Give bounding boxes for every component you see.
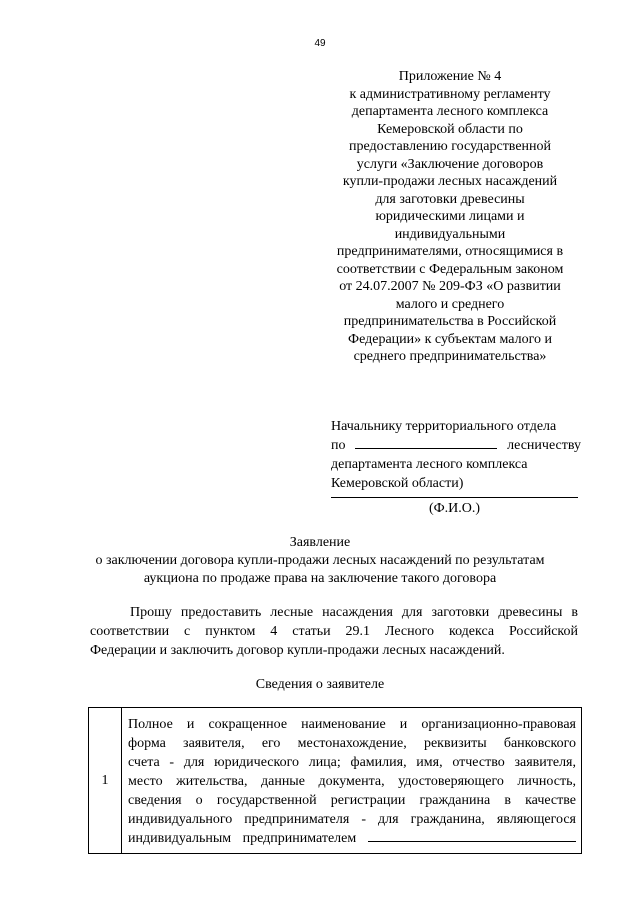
addressee-prefix: по (331, 438, 346, 453)
addressee-line-2 (331, 436, 581, 455)
fio-label: (Ф.И.О.) (428, 501, 481, 516)
addressee-title: Начальнику территориального отдела (331, 419, 557, 434)
request-paragraph (90, 603, 578, 660)
annex-line: департамента лесного комплекса (351, 104, 549, 119)
annex-line: предпринимателями, относящимися в (336, 244, 564, 259)
addressee-suffix: лесничеству (507, 438, 581, 453)
annex-line: предпринимательства в Российской (343, 314, 557, 329)
addressee-line-1 (331, 417, 581, 436)
addressee-line-4: Кемеровской области) (331, 476, 464, 491)
row-number: 1 (89, 708, 122, 854)
annex-line: от 24.07.2007 № 209-ФЗ «О развитии (339, 279, 561, 294)
request-line-2: соответствии с пунктом 4 статьи 29.1 Лесного кодекса Российской (90, 624, 578, 639)
description-last-line (128, 829, 576, 848)
description-line: место жительства, данные документа, удостоверяющего личность, (128, 774, 576, 789)
applicant-info-table (88, 707, 582, 854)
title-line-2: аукциона по продаже права на заключение такого договора (143, 571, 497, 586)
page-number: 49 (314, 38, 326, 49)
description-line: сведения о государственной регистрации гражданина в качестве (128, 793, 576, 808)
forestry-blank-field[interactable] (355, 436, 497, 449)
addressee-block (331, 417, 581, 493)
annex-line: Приложение № 4 (398, 69, 502, 84)
applicant-blank-field[interactable] (368, 829, 576, 842)
request-line-3: Федерации и заключить договор купли-продажи лесных насаждений. (90, 643, 505, 658)
annex-line: для заготовки древесины (375, 191, 525, 207)
annex-line: юридическими лицами и (375, 209, 525, 224)
row-description (122, 708, 582, 854)
description-line: индивидуальным предпринимателем (128, 831, 357, 846)
title-line-1: о заключении договора купли-продажи лесных насаждений по результатам (95, 553, 545, 568)
document-title (0, 534, 640, 588)
annex-line: малого и среднего (395, 296, 505, 312)
annex-line: предоставлению государственной (348, 139, 552, 154)
addressee-line-3: департамента лесного комплекса (331, 457, 528, 472)
annex-line: услуги «Заключение договоров (356, 156, 544, 172)
annex-line: купли-продажи лесных насаждений (342, 174, 558, 189)
description-line: счета - для юридического лица; фамилия, имя, отчество заявителя, (128, 755, 576, 770)
annex-line: Кемеровской области по (377, 121, 523, 137)
description-line: индивидуального предпринимателя - для гражданина, являющегося (128, 812, 576, 827)
annex-line: среднего предпринимательства» (353, 349, 547, 364)
request-line-1: Прошу предоставить лесные насаждения для заготовки древесины в (130, 605, 578, 620)
annex-line: индивидуальными (394, 226, 506, 242)
section-heading: Сведения о заявителе (255, 677, 385, 692)
description-line: форма заявителя, его местонахождение, реквизиты банковского (128, 736, 576, 751)
annex-line: соответствии с Федеральным законом (336, 261, 564, 277)
title-heading: Заявление (289, 535, 351, 550)
annex-block (325, 68, 575, 366)
annex-line: к административному регламенту (349, 86, 551, 102)
table-row (89, 708, 582, 854)
fio-blank-field[interactable] (331, 497, 578, 498)
annex-line: Федерации» к субъектам малого и (348, 331, 552, 347)
description-line: Полное и сокращенное наименование и организационно-правовая (128, 717, 576, 732)
